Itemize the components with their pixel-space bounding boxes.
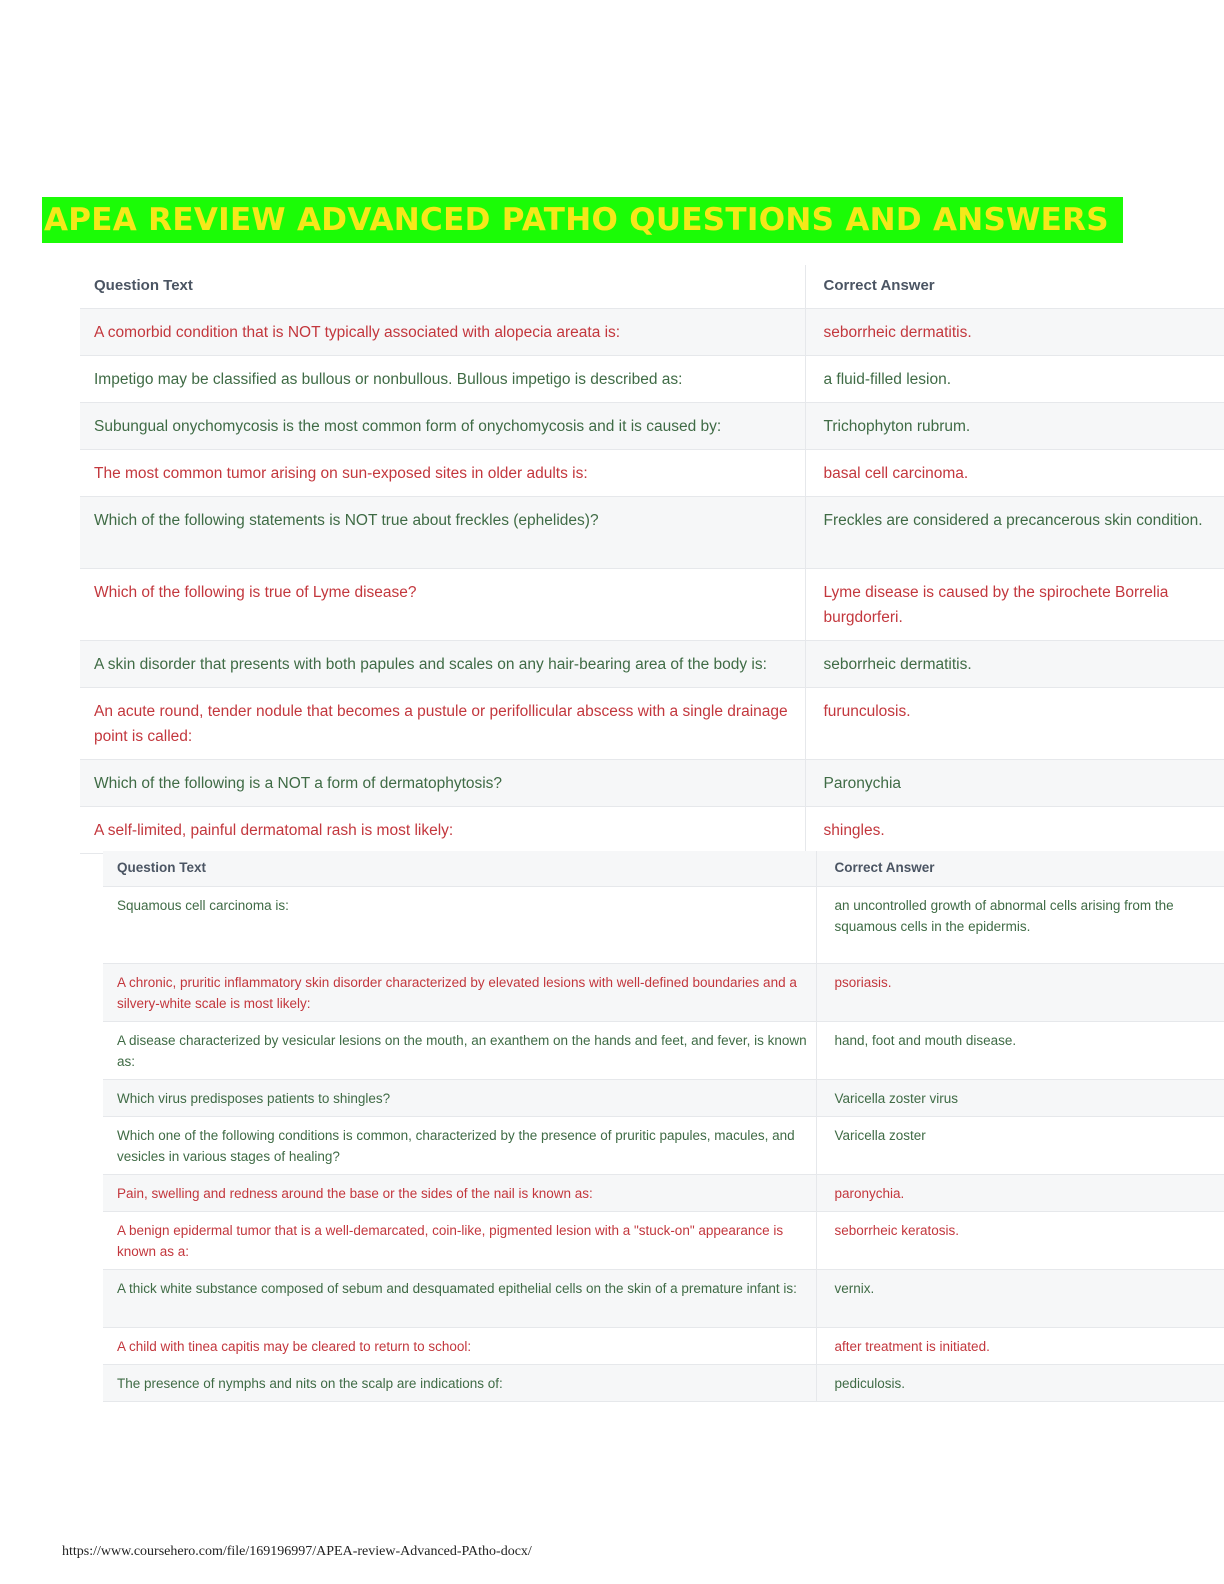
question-cell: Squamous cell carcinoma is:	[103, 886, 816, 963]
header-question-text: Question Text	[103, 851, 816, 886]
question-cell: A child with tinea capitis may be cleared to return to school:	[103, 1327, 816, 1364]
table-row	[103, 1269, 1224, 1327]
table-row	[80, 759, 1224, 806]
document-title: APEA REVIEW ADVANCED PATHO QUESTIONS AND ANSWERS	[42, 197, 1123, 243]
table-header-row	[80, 265, 1224, 308]
answer-cell: Freckles are considered a precancerous skin condition.	[805, 496, 1224, 568]
table-row	[103, 886, 1224, 963]
question-cell: A benign epidermal tumor that is a well-demarcated, coin-like, pigmented lesion with a "stuck-on" appearance is known as a:	[103, 1211, 816, 1269]
table-row	[80, 355, 1224, 402]
answer-cell: an uncontrolled growth of abnormal cells arising from the squamous cells in the epidermis.	[816, 886, 1224, 963]
answer-cell: pediculosis.	[816, 1364, 1224, 1401]
table-row	[103, 1116, 1224, 1174]
question-cell: Pain, swelling and redness around the base or the sides of the nail is known as:	[103, 1174, 816, 1211]
header-correct-answer: Correct Answer	[805, 265, 1224, 308]
question-cell: A skin disorder that presents with both papules and scales on any hair-bearing area of the body is:	[80, 640, 805, 687]
question-cell: A self-limited, painful dermatomal rash is most likely:	[80, 806, 805, 853]
answer-cell: Paronychia	[805, 759, 1224, 806]
table-row	[80, 568, 1224, 640]
question-cell: Which one of the following conditions is common, characterized by the presence of pruritic papules, macules, and vesicles in various stages of healing?	[103, 1116, 816, 1174]
table-row	[80, 496, 1224, 568]
answer-cell: Varicella zoster	[816, 1116, 1224, 1174]
answer-cell: Varicella zoster virus	[816, 1079, 1224, 1116]
header-question-text: Question Text	[80, 265, 805, 308]
answer-cell: paronychia.	[816, 1174, 1224, 1211]
table-row	[103, 1174, 1224, 1211]
answer-cell: furunculosis.	[805, 687, 1224, 759]
table-header-row	[103, 851, 1224, 886]
table-row	[103, 963, 1224, 1021]
answer-cell: seborrheic dermatitis.	[805, 308, 1224, 355]
answer-cell: Lyme disease is caused by the spirochete Borrelia burgdorferi.	[805, 568, 1224, 640]
question-cell: A chronic, pruritic inflammatory skin disorder characterized by elevated lesions with well-defined boundaries and a silvery-white scale is most likely:	[103, 963, 816, 1021]
answer-cell: psoriasis.	[816, 963, 1224, 1021]
question-cell: Which virus predisposes patients to shingles?	[103, 1079, 816, 1116]
question-cell: A thick white substance composed of sebum and desquamated epithelial cells on the skin of a premature infant is:	[103, 1269, 816, 1327]
table-row	[80, 402, 1224, 449]
table-row	[103, 1364, 1224, 1401]
footer-url: https://www.coursehero.com/file/169196997/APEA-review-Advanced-PAtho-docx/	[62, 1544, 532, 1559]
answer-cell: vernix.	[816, 1269, 1224, 1327]
answer-cell: basal cell carcinoma.	[805, 449, 1224, 496]
table-row	[80, 449, 1224, 496]
answer-cell: after treatment is initiated.	[816, 1327, 1224, 1364]
table-row	[103, 1079, 1224, 1116]
table-row	[103, 1021, 1224, 1079]
question-cell: Subungual onychomycosis is the most common form of onychomycosis and it is caused by:	[80, 402, 805, 449]
answer-cell: Trichophyton rubrum.	[805, 402, 1224, 449]
answer-cell: a fluid-filled lesion.	[805, 355, 1224, 402]
qa-table-1	[80, 265, 1224, 854]
table-row	[103, 1327, 1224, 1364]
question-cell: Which of the following is true of Lyme disease?	[80, 568, 805, 640]
question-cell: The most common tumor arising on sun-exposed sites in older adults is:	[80, 449, 805, 496]
table-row	[103, 1211, 1224, 1269]
question-cell: Which of the following statements is NOT true about freckles (ephelides)?	[80, 496, 805, 568]
header-correct-answer: Correct Answer	[816, 851, 1224, 886]
answer-cell: seborrheic dermatitis.	[805, 640, 1224, 687]
table-row	[80, 308, 1224, 355]
answer-cell: hand, foot and mouth disease.	[816, 1021, 1224, 1079]
question-cell: An acute round, tender nodule that becomes a pustule or perifollicular abscess with a single drainage point is called:	[80, 687, 805, 759]
question-cell: A disease characterized by vesicular lesions on the mouth, an exanthem on the hands and feet, and fever, is known as:	[103, 1021, 816, 1079]
answer-cell: seborrheic keratosis.	[816, 1211, 1224, 1269]
qa-table-2	[103, 851, 1224, 1402]
question-cell: Impetigo may be classified as bullous or nonbullous. Bullous impetigo is described as:	[80, 355, 805, 402]
table-row	[80, 806, 1224, 853]
table-row	[80, 640, 1224, 687]
table-row	[80, 687, 1224, 759]
answer-cell: shingles.	[805, 806, 1224, 853]
question-cell: A comorbid condition that is NOT typically associated with alopecia areata is:	[80, 308, 805, 355]
question-cell: The presence of nymphs and nits on the scalp are indications of:	[103, 1364, 816, 1401]
question-cell: Which of the following is a NOT a form of dermatophytosis?	[80, 759, 805, 806]
